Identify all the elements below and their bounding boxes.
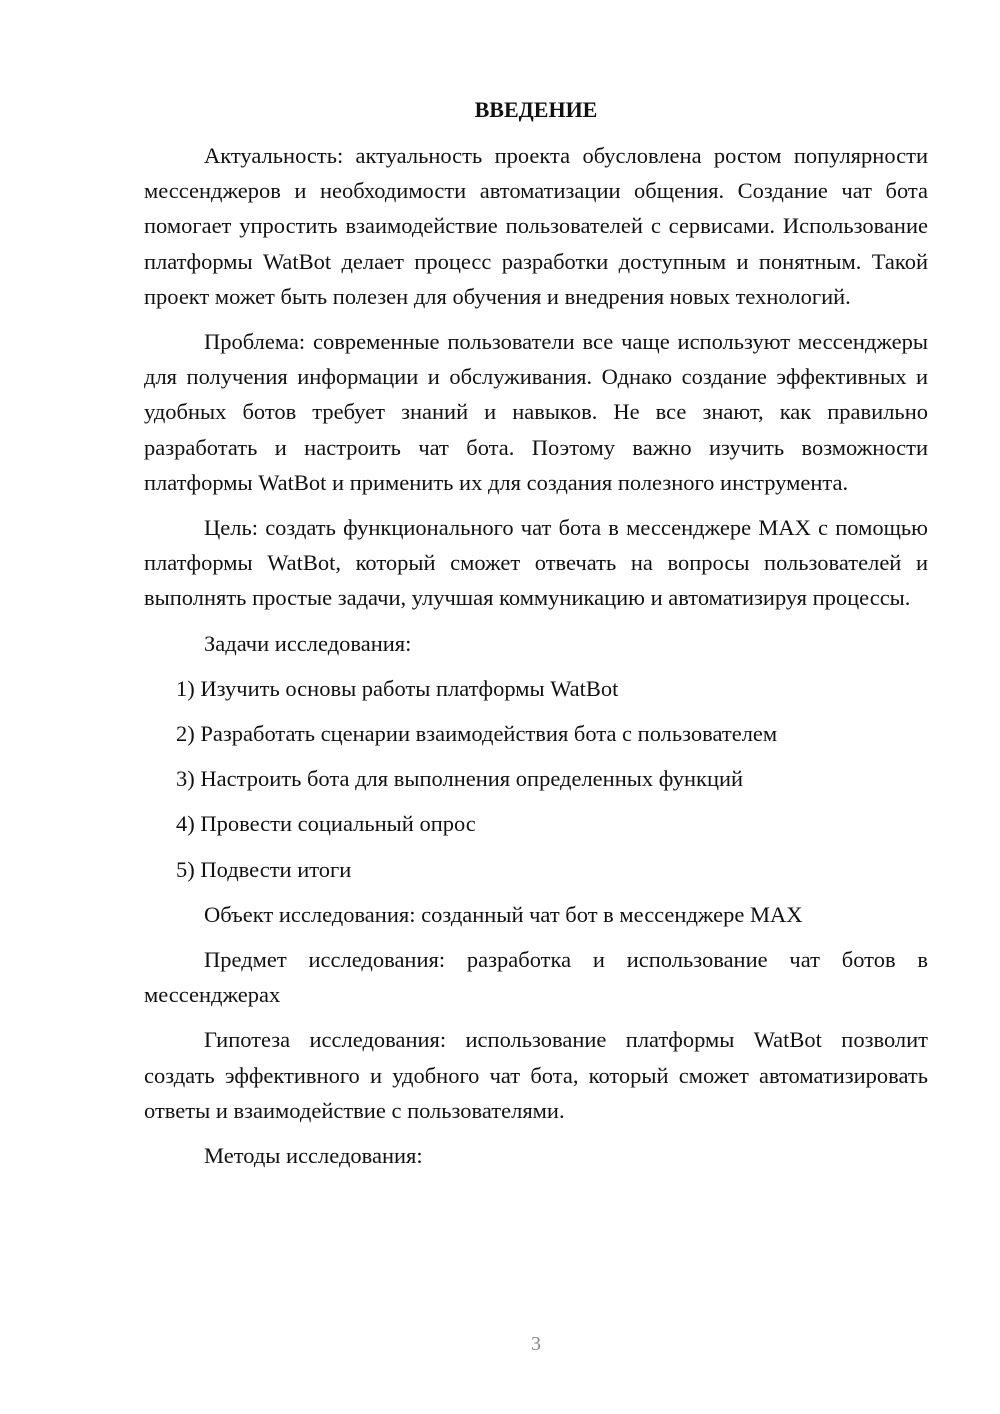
tasks-list <box>144 671 928 887</box>
relevance-paragraph: Актуальность: актуальность проекта обусловлена ростом популярности мессенджеров и необходимости автоматизации общения. Создание чат бота помогает упростить взаимодействие пользователей с сервисами. Использование платформы WatBot делает процесс разработки доступным и понятным. Такой проект может быть полезен для обучения и внедрения новых технологий. <box>144 143 928 309</box>
object-paragraph: Объект исследования: созданный чат бот в мессенджере MAX <box>204 901 803 927</box>
goal-paragraph: Цель: создать функционального чат бота в мессенджере MAX с помощью платформы WatBot, который сможет отвечать на вопросы пользователей и выполнять простые задачи, улучшая коммуникацию и автоматизируя процессы. <box>144 515 928 611</box>
list-item: 2) Разработать сценарии взаимодействия бота с пользователем <box>176 721 778 747</box>
tasks-heading: Задачи исследования: <box>204 630 412 656</box>
page-title: ВВЕДЕНИЕ <box>474 97 598 122</box>
document-page <box>144 92 928 1183</box>
problem-paragraph: Проблема: современные пользователи все чаще используют мессенджеры для получения информации и обслуживания. Однако создание эффективных и удобных ботов требует знаний и навыков. Не все знают, как правильно разработать и настроить чат бота. Поэтому важно изучить возможности платформы WatBot и применить их для создания полезного инструмента. <box>144 329 928 495</box>
subject-paragraph: Предмет исследования: разработка и использование чат ботов в мессенджерах <box>144 947 928 1008</box>
methods-heading: Методы исследования: <box>204 1143 423 1169</box>
page-number: 3 <box>531 1333 541 1355</box>
hypothesis-paragraph: Гипотеза исследования: использование платформы WatBot позволит создать эффективного и удобного чат бота, который сможет автоматизировать ответы и взаимодействие с пользователями. <box>144 1027 928 1123</box>
list-item: 1) Изучить основы работы платформы WatBot <box>176 675 619 701</box>
list-item: 3) Настроить бота для выполнения определенных функций <box>176 766 744 792</box>
list-item: 5) Подвести итоги <box>176 856 352 882</box>
list-item: 4) Провести социальный опрос <box>176 811 476 837</box>
